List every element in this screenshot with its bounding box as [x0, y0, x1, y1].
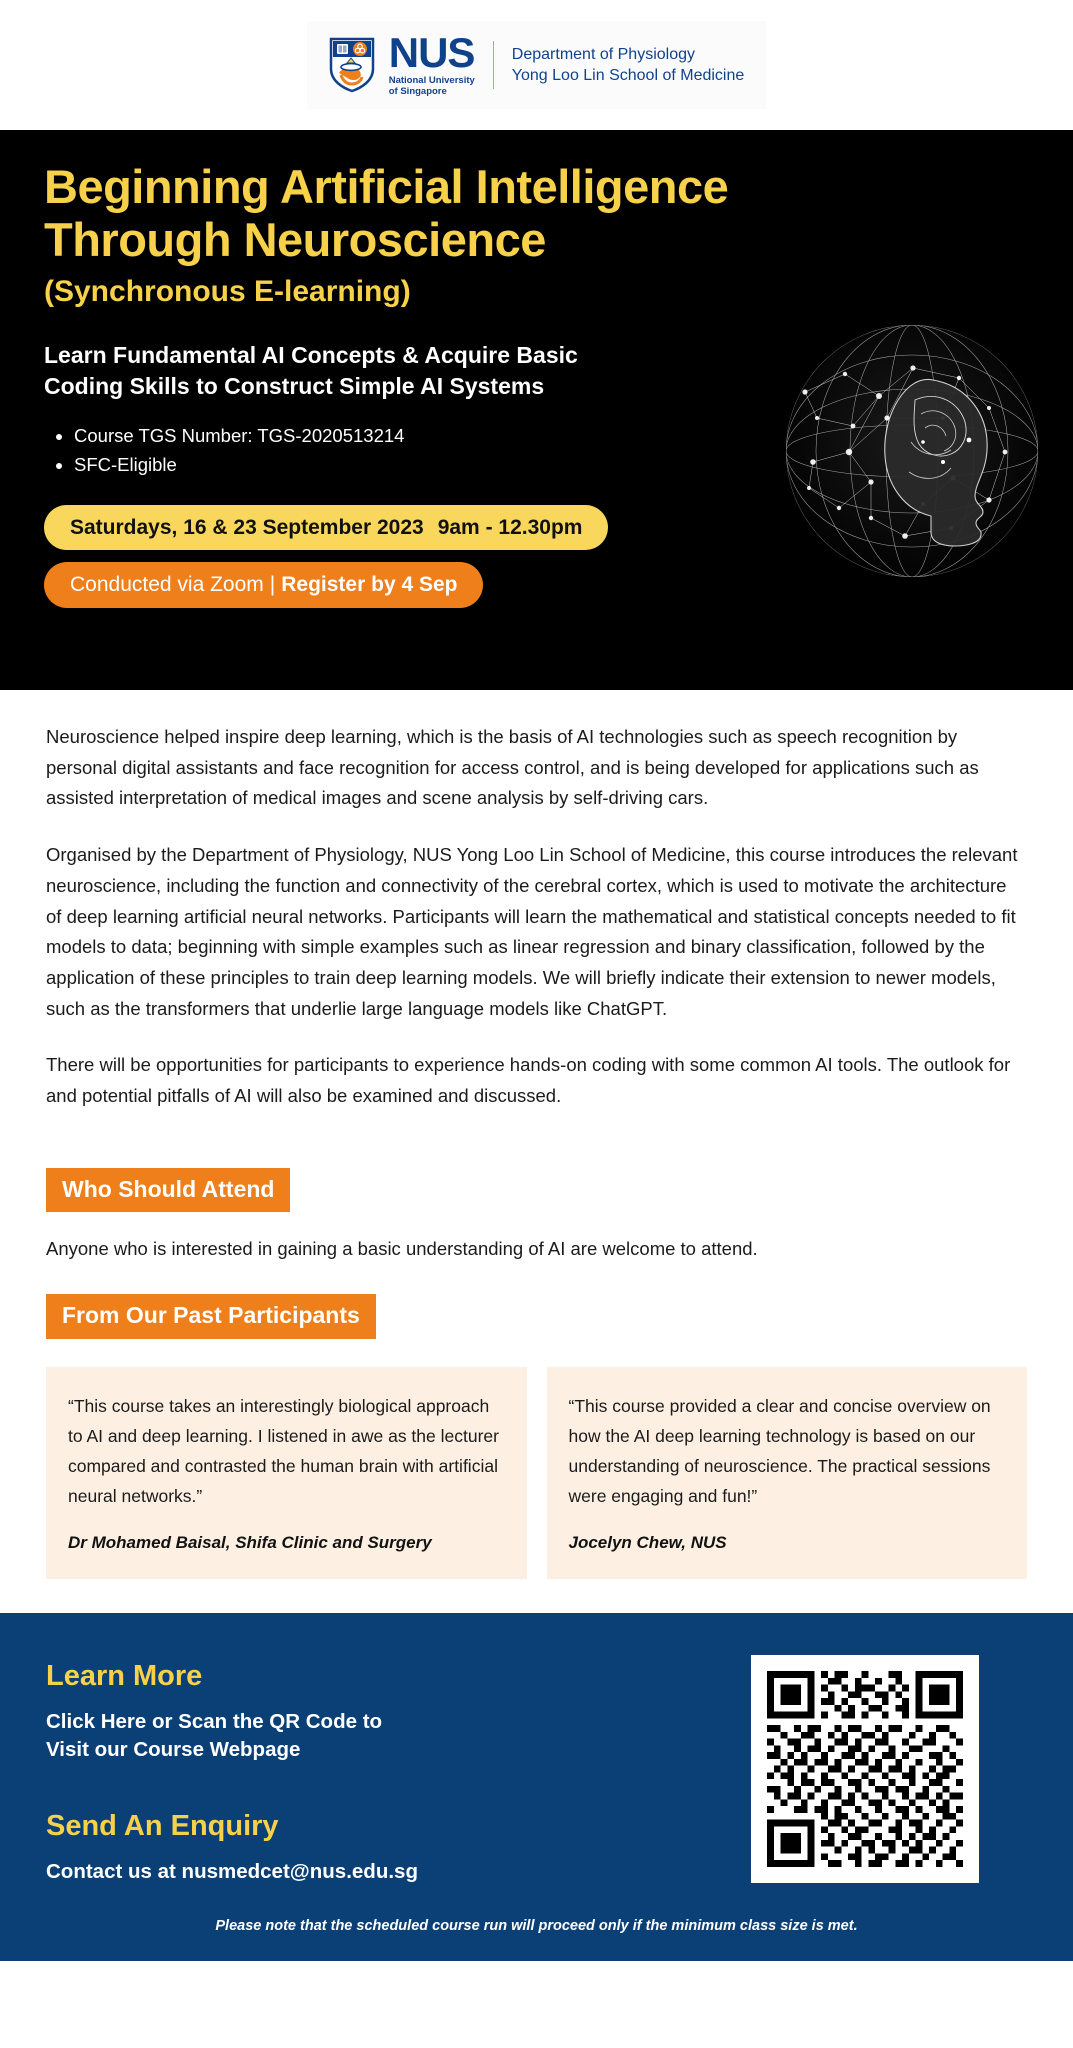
who-should-attend-heading: Who Should Attend	[46, 1168, 290, 1213]
intro-paragraph-3: There will be opportunities for participants to experience hands-on coding with some common AI tools. The outlook for and potential pitfalls of AI will also be examined and discussed.	[46, 1054, 1011, 1107]
department-line1: Department of Physiology	[511, 45, 695, 63]
date-time-badge	[44, 505, 608, 550]
disclaimer-text: Please note that the scheduled course run will proceed only if the minimum class size is met.	[215, 1917, 858, 1934]
hero-tagline	[44, 340, 704, 402]
nus-wordmark	[388, 28, 475, 97]
learn-more-text[interactable]	[46, 1708, 727, 1765]
nus-subtext-line1: National University	[388, 74, 475, 86]
logo-bar	[0, 0, 1073, 130]
nus-crest-icon	[329, 37, 375, 93]
delivery-mode: Conducted via Zoom	[70, 573, 264, 597]
logo-divider	[493, 41, 494, 89]
testimonial-author: Jocelyn Chew, NUS	[568, 1532, 727, 1552]
testimonial-quote: “This course takes an interestingly biological approach to AI and deep learning. I listened in awe as the lecturer compared and contrasted the human brain with artificial neural networks.”	[68, 1395, 499, 1506]
page-title-line1: Beginning Artificial Intelligence	[44, 160, 729, 213]
hero-banner	[0, 130, 1073, 690]
nus-mark-subtext	[389, 75, 475, 97]
schedule-badges	[44, 505, 1029, 607]
page-title	[44, 160, 744, 266]
course-dates: Saturdays, 16 & 23 September 2023	[70, 516, 424, 540]
testimonial-card	[547, 1367, 1028, 1579]
department-line2: Yong Loo Lin School of Medicine	[511, 66, 745, 84]
send-enquiry-heading: Send An Enquiry	[46, 1810, 279, 1843]
testimonial-quote: “This course provided a clear and concise overview on how the AI deep learning technology is based on our understanding of neuroscience. The practical sessions were engaging and fun!”	[568, 1395, 991, 1506]
nus-mark-text: NUS	[388, 28, 475, 76]
badge-separator: |	[269, 573, 276, 597]
intro-paragraph-2: Organised by the Department of Physiology, NUS Yong Loo Lin School of Medicine, this course introduces the relevant neuroscience, including the function and connectivity of the cerebral cortex, which is used to motivate the architecture of deep learning artificial neural networks. Participants will learn the mathematical and statistical concepts needed to fit models to data; beginning with simple examples such as linear regression and binary classification, followed by the application of these principles to train deep learning models. We will briefly indicate their extension to newer models, such as the transformers that underlie large language models like ChatGPT.	[46, 844, 1018, 1019]
course-time: 9am - 12.30pm	[437, 516, 583, 540]
learn-more-heading: Learn More	[46, 1659, 203, 1692]
mode-registration-badge[interactable]	[44, 562, 483, 607]
main-content	[0, 690, 1073, 1613]
testimonial-card	[46, 1367, 527, 1579]
page-subtitle: (Synchronous E-learning)	[44, 275, 411, 309]
hero-tagline-line2: Coding Skills to Construct Simple AI Systems	[44, 373, 545, 400]
registration-deadline: Register by 4 Sep	[281, 573, 458, 597]
testimonial-author: Dr Mohamed Baisal, Shifa Clinic and Surgery	[68, 1532, 432, 1552]
department-name	[512, 44, 744, 87]
nus-subtext-line2: of Singapore	[388, 85, 447, 97]
nus-logo-lockup	[307, 21, 767, 109]
learn-more-line1: Click Here or Scan the QR Code to	[46, 1709, 383, 1733]
who-should-attend-text: Anyone who is interested in gaining a basic understanding of AI are welcome to attend.	[46, 1238, 758, 1260]
hero-bullet-list	[44, 422, 1029, 479]
page-title-line2: Through Neuroscience	[44, 213, 546, 267]
intro-paragraph-1: Neuroscience helped inspire deep learning, which is the basis of AI technologies such as speech recognition by personal digital assistants and face recognition for access control, and is being developed for applications such as assisted interpretation of medical images and scene analysis by self-driving cars.	[46, 726, 979, 809]
contact-email-text[interactable]: Contact us at nusmedcet@nus.edu.sg	[46, 1859, 418, 1883]
testimonial-cards	[46, 1367, 1027, 1579]
footer	[0, 1613, 1073, 1962]
qr-code[interactable]	[751, 1655, 979, 1883]
learn-more-line2: Visit our Course Webpage	[46, 1738, 301, 1762]
list-item: • Course TGS Number: TGS-2020513214	[74, 422, 1029, 451]
list-item: • SFC-Eligible	[74, 451, 1029, 480]
hero-tagline-line1: Learn Fundamental AI Concepts & Acquire Basic	[44, 342, 578, 369]
testimonials-heading: From Our Past Participants	[46, 1294, 376, 1339]
